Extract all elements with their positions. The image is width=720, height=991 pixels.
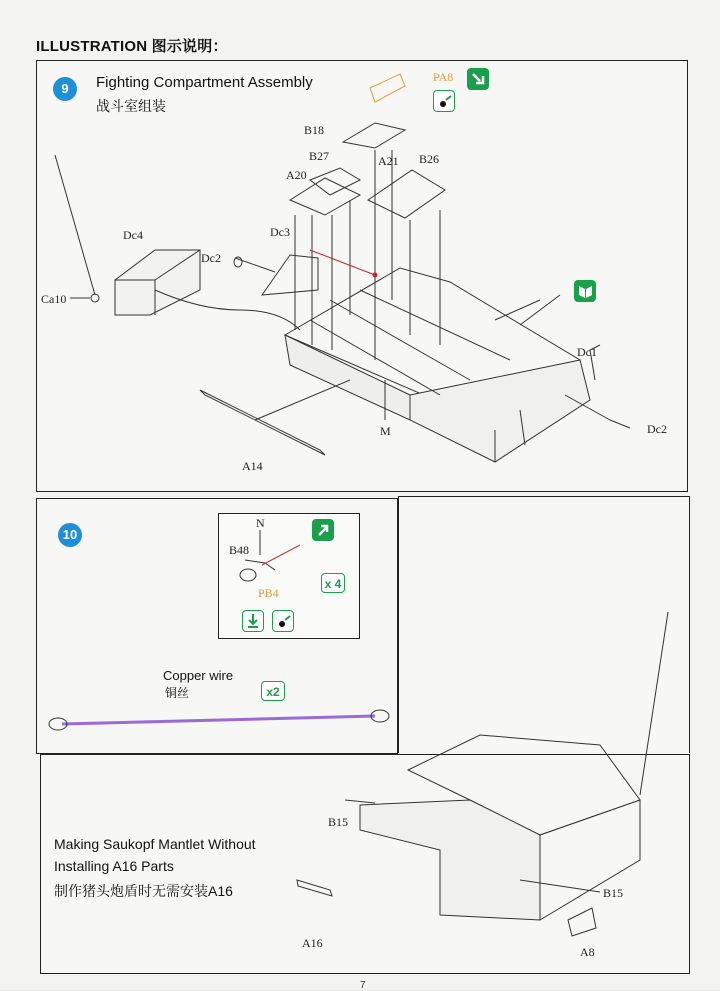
part-label-dc1: Dc1 [577, 345, 597, 359]
part-dc4 [115, 250, 200, 315]
part-a16 [297, 880, 332, 896]
copper-wire-label-cn: 铜丝 [165, 686, 190, 700]
part-label-dc4: Dc4 [123, 228, 143, 242]
inset-label-b48: B48 [229, 543, 250, 557]
hull-front-face [410, 360, 590, 462]
part-pa8 [370, 74, 405, 102]
part-label-m: M [380, 424, 391, 438]
inset-label-pb4: PB4 [258, 586, 279, 600]
part-label-b15-right: B15 [603, 886, 624, 900]
mantlet-note-cn: 制作猪头炮盾时无需安装A16 [54, 883, 233, 899]
antenna-ca10 [55, 155, 95, 295]
copper-wire [62, 716, 375, 724]
inset-multiplier: x 4 [321, 573, 345, 593]
part-label-b15-left: B15 [328, 815, 349, 829]
part-label-a14: A14 [242, 459, 263, 473]
step9-title-cn: 战斗室组装 [96, 98, 166, 114]
part-b48 [245, 560, 275, 570]
part-a8 [568, 908, 596, 936]
part-label-b18: B18 [304, 123, 325, 137]
part-label-dc3: Dc3 [270, 225, 290, 239]
plate-b26 [368, 170, 445, 218]
antenna-step10 [640, 612, 668, 795]
part-label-ca10: Ca10 [41, 292, 67, 306]
part-label-dc2-right: Dc2 [647, 422, 667, 436]
part-dc3 [262, 255, 318, 295]
part-label-b26: B26 [419, 152, 440, 166]
part-a14 [200, 390, 325, 455]
part-label-pa8: PA8 [433, 70, 454, 84]
plate-b18 [343, 123, 405, 148]
part-label-a16: A16 [302, 936, 323, 950]
inset-label-n: N [256, 516, 265, 530]
hull-step10-front [360, 800, 540, 920]
copper-wire-label: Copper wire [163, 668, 234, 683]
part-label-a20: A20 [286, 168, 307, 182]
mantlet-note-line2: Installing A16 Parts [54, 858, 174, 874]
page-header: ILLUSTRATION 图示说明： [36, 38, 228, 55]
step10-number: 10 [58, 523, 82, 547]
page-number: 7 [360, 980, 366, 991]
part-label-b27: B27 [309, 149, 330, 163]
mantlet-note-line1: Making Saukopf Mantlet Without [54, 836, 256, 852]
wire-multiplier: x2 [261, 681, 285, 701]
step9-number: 9 [53, 77, 77, 101]
part-label-a21: A21 [378, 154, 399, 168]
hull-left-wall [285, 335, 410, 420]
part-label-a8: A8 [580, 945, 595, 959]
step9-title: Fighting Compartment Assembly [96, 74, 313, 91]
part-label-dc2-top: Dc2 [201, 251, 221, 265]
